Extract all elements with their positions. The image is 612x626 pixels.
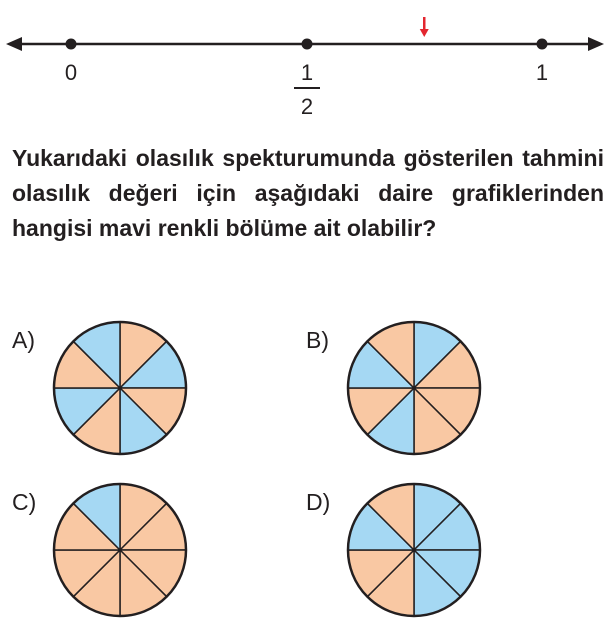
- option-d-pie-chart[interactable]: [344, 480, 484, 620]
- label-zero: 0: [64, 60, 78, 85]
- red-down-arrow-icon: [420, 17, 429, 37]
- right-arrowhead-icon: [588, 37, 604, 51]
- question-text: Yukarıdaki olasılık spekturumunda gösterilen tahmini olasılık değeri için aşağıdaki daire grafiklerinden hangisi mavi renkli bölüme ait olabilir?: [12, 145, 604, 241]
- option-d-label: D): [306, 489, 331, 515]
- option-a-pie-chart[interactable]: [50, 318, 190, 458]
- option-b-pie-chart[interactable]: [344, 318, 484, 458]
- option-b-label: B): [306, 327, 329, 353]
- option-c-pie-chart[interactable]: [50, 480, 190, 620]
- label-half-numerator: 1: [300, 60, 314, 85]
- point-half: [302, 39, 313, 50]
- option-c-label: C): [12, 489, 37, 515]
- label-half-denominator: 2: [300, 94, 314, 119]
- point-one: [537, 39, 548, 50]
- left-arrowhead-icon: [6, 37, 22, 51]
- point-zero: [66, 39, 77, 50]
- option-a-label: A): [12, 327, 35, 353]
- probability-number-line: [0, 0, 612, 125]
- label-one: 1: [535, 60, 549, 85]
